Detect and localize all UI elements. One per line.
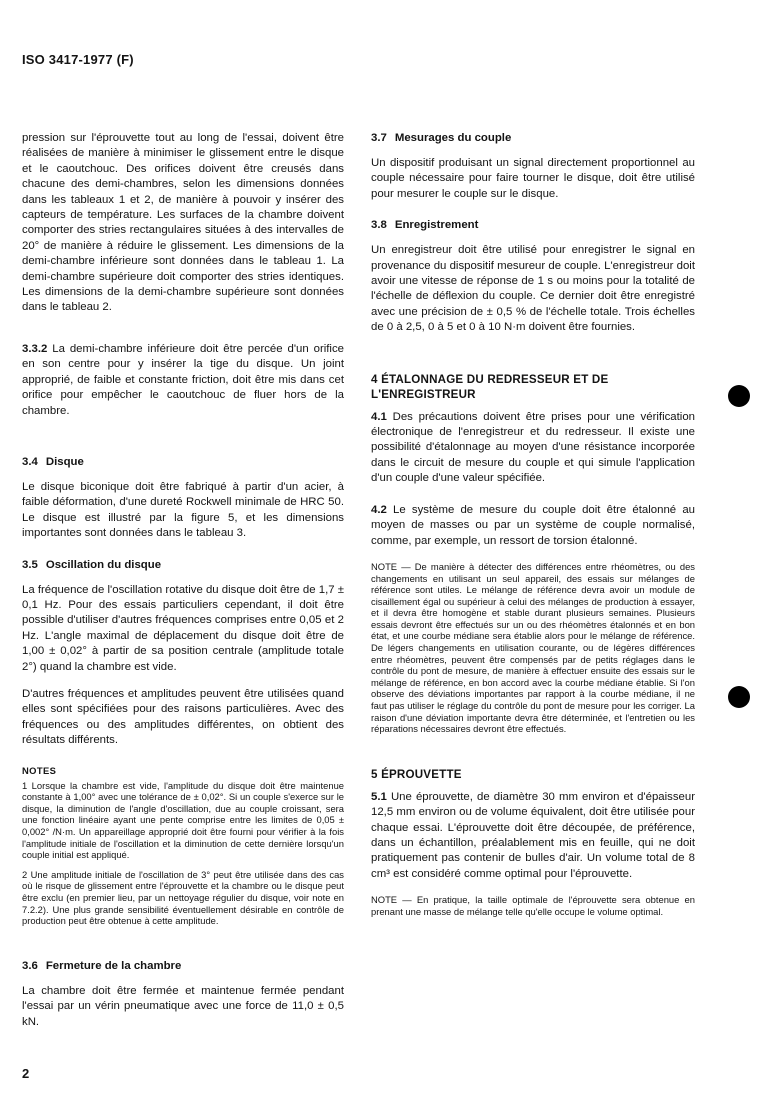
margin-marker-dot — [728, 385, 750, 407]
margin-marker-dot — [728, 686, 750, 708]
section-number: 4.2 — [371, 503, 387, 516]
heading-3-5 — [22, 558, 344, 573]
paragraph-enregistrement: Un enregistreur doit être utilisé pour enregistrer le signal en provenance du dispositif mesureur de couple. L'enregistreur doit avoir une vitesse de réponse de 1 s ou moins pour la totalité de l'échelle de déflexion du couple. Ce dernier doit être enregistré avec une précision de ± 0,5 % de l'échelle totale. Trois échelles de 0 à 2,5, 0 à 5 et 0 à 10 N·m doivent être fournies. — [371, 244, 695, 334]
heading-section-4: 4 ÉTALONNAGE DU REDRESSEUR ET DE L'ENREGISTREUR — [371, 372, 609, 401]
section-number: 3.4 — [22, 455, 38, 468]
document-header: ISO 3417-1977 (F) — [22, 52, 134, 67]
heading-3-6 — [22, 959, 344, 974]
section-title: Mesurages du couple — [394, 132, 512, 144]
paragraph-couple: Un dispositif produisant un signal directement proportionnel au couple nécessaire pour faire tourner le disque, doit être utilisé pour mesurer le couple sur le disque. — [371, 157, 695, 200]
section-title: Fermeture de la chambre — [45, 959, 182, 972]
left-column — [22, 131, 344, 1042]
page-number: 2 — [22, 1066, 30, 1081]
paragraph-oscillation-2: D'autres fréquences et amplitudes peuvent être utilisées quand elles sont spécifiées pour des raisons particulières. Avec des fréquences ou des amplitudes différentes, on obtient des résultats différents. — [22, 687, 344, 747]
heading-3-4 — [22, 455, 344, 470]
section-number: 3.7 — [371, 132, 387, 144]
section-4-2 — [371, 503, 695, 549]
section-number: 3.6 — [22, 959, 38, 972]
section-5-1 — [371, 790, 695, 882]
section-number: 4.1 — [371, 410, 387, 423]
section-title: Disque — [45, 455, 84, 468]
section-number: 3.8 — [371, 219, 387, 232]
heading-section-5: 5 ÉPROUVETTE — [371, 767, 462, 781]
section-text: Des précautions doivent être prises pour une vérification électronique de l'enregistreur et du redresseur. Il existe une possibilité d'étalonnage au moyen d'une résistance incorporée dans le circuit de mesure du couple et qui simule l'application d'un couple d'une valeur spécifiée. — [371, 410, 695, 485]
section-title: Enregistrement — [394, 219, 479, 232]
heading-3-8 — [371, 218, 695, 233]
paragraph-disque: Le disque biconique doit être fabriqué à partir d'un acier, à faible déformation, d'une dureté Rockwell minimale de HRC 50. Le disque est illustré par la figure 5, et les dimensions importantes sont données dans le tableau 3. — [22, 480, 344, 540]
section-text: La demi-chambre inférieure doit être percée d'un orifice en son centre pour y insérer la tige du disque. Un joint approprié, de faible et constante friction, doit être mis dans cet orifice pour empêcher le caoutchouc de fluer hors de la chambre. — [22, 342, 344, 417]
right-column — [371, 131, 695, 925]
section-3-3-2 — [22, 342, 344, 419]
note-eprouvette: NOTE — En pratique, la taille optimale de l'éprouvette sera obtenue en prenant une masse de mélange telle qu'elle occupe le volume optimal. — [371, 894, 695, 917]
section-number: 3.5 — [22, 558, 38, 571]
section-number: 3.3.2 — [22, 342, 48, 355]
paragraph-oscillation-1: La fréquence de l'oscillation rotative du disque doit être de 1,7 ± 0,1 Hz. Pour des essais particuliers cependant, il doit être possible d'utiliser d'autres fréquences comprises entre 0,05 et 2 Hz. L'angle maximal de déplacement du disque doit être de 1,00 ± 0,02° à partir de sa position centrale (amplitude totale 2°) quand la chambre est vide. — [22, 583, 344, 673]
section-number: 5.1 — [371, 790, 387, 803]
section-title: Oscillation du disque — [45, 558, 162, 571]
note-1: 1 Lorsque la chambre est vide, l'amplitude du disque doit être maintenue constante à 1,00° avec une tolérance de ± 0,02°. Si un couple s'exerce sur le disque, la diminution de l'angle d'oscillation, due au couple croissant, sera une fonction linéaire ayant une pente comprise entre les limites de 0,05 ± 0,002° /N·m. Un appareillage approprié doit être fourni pour vérifier à la fois l'amplitude initiale de l'oscillation et la diminution de cette dernière lorsqu'un couple initial est appliqué. — [22, 779, 344, 861]
notes-title: NOTES — [22, 764, 57, 776]
section-4-1 — [371, 410, 695, 487]
section-text: Une éprouvette, de diamètre 30 mm environ et d'épaisseur 12,5 mm environ ou de volume équivalent, doit être utilisée pour chaque essai. L'éprouvette doit être découpée, de préférence, dans un échantillon, préalablement mis en feuille, qui ne doit pratiquement pas contenir de bulles d'air. Un volume total de 8 cm³ est considéré comme optimal pour l'éprouvette. — [371, 790, 695, 880]
note-2: 2 Une amplitude initiale de l'oscillation de 3° peut être utilisée dans des cas où le risque de glissement entre l'éprouvette et la chambre ou le disque peut être exclu (en premier lieu, par un nettoyage régulier du disque, voir note en 7.2.2). Une plus grande sensibilité éventuellement désirable en contrôle de production peut être obtenue à cette amplitude. — [22, 868, 344, 927]
heading-3-7 — [371, 131, 695, 146]
paragraph-chamber-continued: pression sur l'éprouvette tout au long de l'essai, doivent être réalisées de manière à minimiser le glissement entre le disque et le caoutchouc. Des orifices doivent être creusés dans chacune des demi-chambres, selon les dimensions données dans les tableaux 1 et 2, de manière à pouvoir y insérer des capteurs de température. Les surfaces de la chambre doivent comporter des stries rectangulaires situées à des intervalles de 20° de manière à réduire le glissement. Les dimensions de la demi-chambre inférieure sont données dans le tableau 1. La demi-chambre supérieure doit comporter des stries identiques. Les dimensions de la demi-chambre supérieure sont données dans le tableau 2. — [22, 132, 344, 314]
paragraph-fermeture: La chambre doit être fermée et maintenue fermée pendant l'essai par un vérin pneumatique avec une force de 11,0 ± 0,5 kN. — [22, 984, 344, 1028]
section-text: Le système de mesure du couple doit être étalonné au moyen de masses ou par un système de couple normalisé, comme, par exemple, un ressort de torsion étalonné. — [371, 503, 695, 547]
note-reference-mix: NOTE — De manière à détecter des différences entre rhéomètres, ou des changements en utilisant un seul appareil, des essais sur mélanges de référence sont utiles. Le mélange de référence devra avoir un module de cisaillement égal ou supérieur à celui des mélanges de production à essayer, et il devra être homogène et stable durant plusieurs semaines. Plusieurs essais devront être effectués sur un ou des rhéomètres étalonnés et en bon état, et une courbe médiane sera établie alors pour le mélange de référence. De légers changements en utilisation courante, ou de légères différences entre rhéomètres, peuvent être compensés par de petits réglages dans le contrôle du pont de mesure, de manière à effectuer ensuite des essais sur le mélange de référence, en bon accord avec la courbe médiane établie. Si l'on observe des déviations importantes par rapport à la courbe médiane, il ne faut pas utiliser le réglage du contrôle du pont de mesure pour les corriger. La raison d'une déviation importante devra être déterminée, et l'entretien ou les réparations nécessaires devront être effectués. — [371, 560, 695, 735]
